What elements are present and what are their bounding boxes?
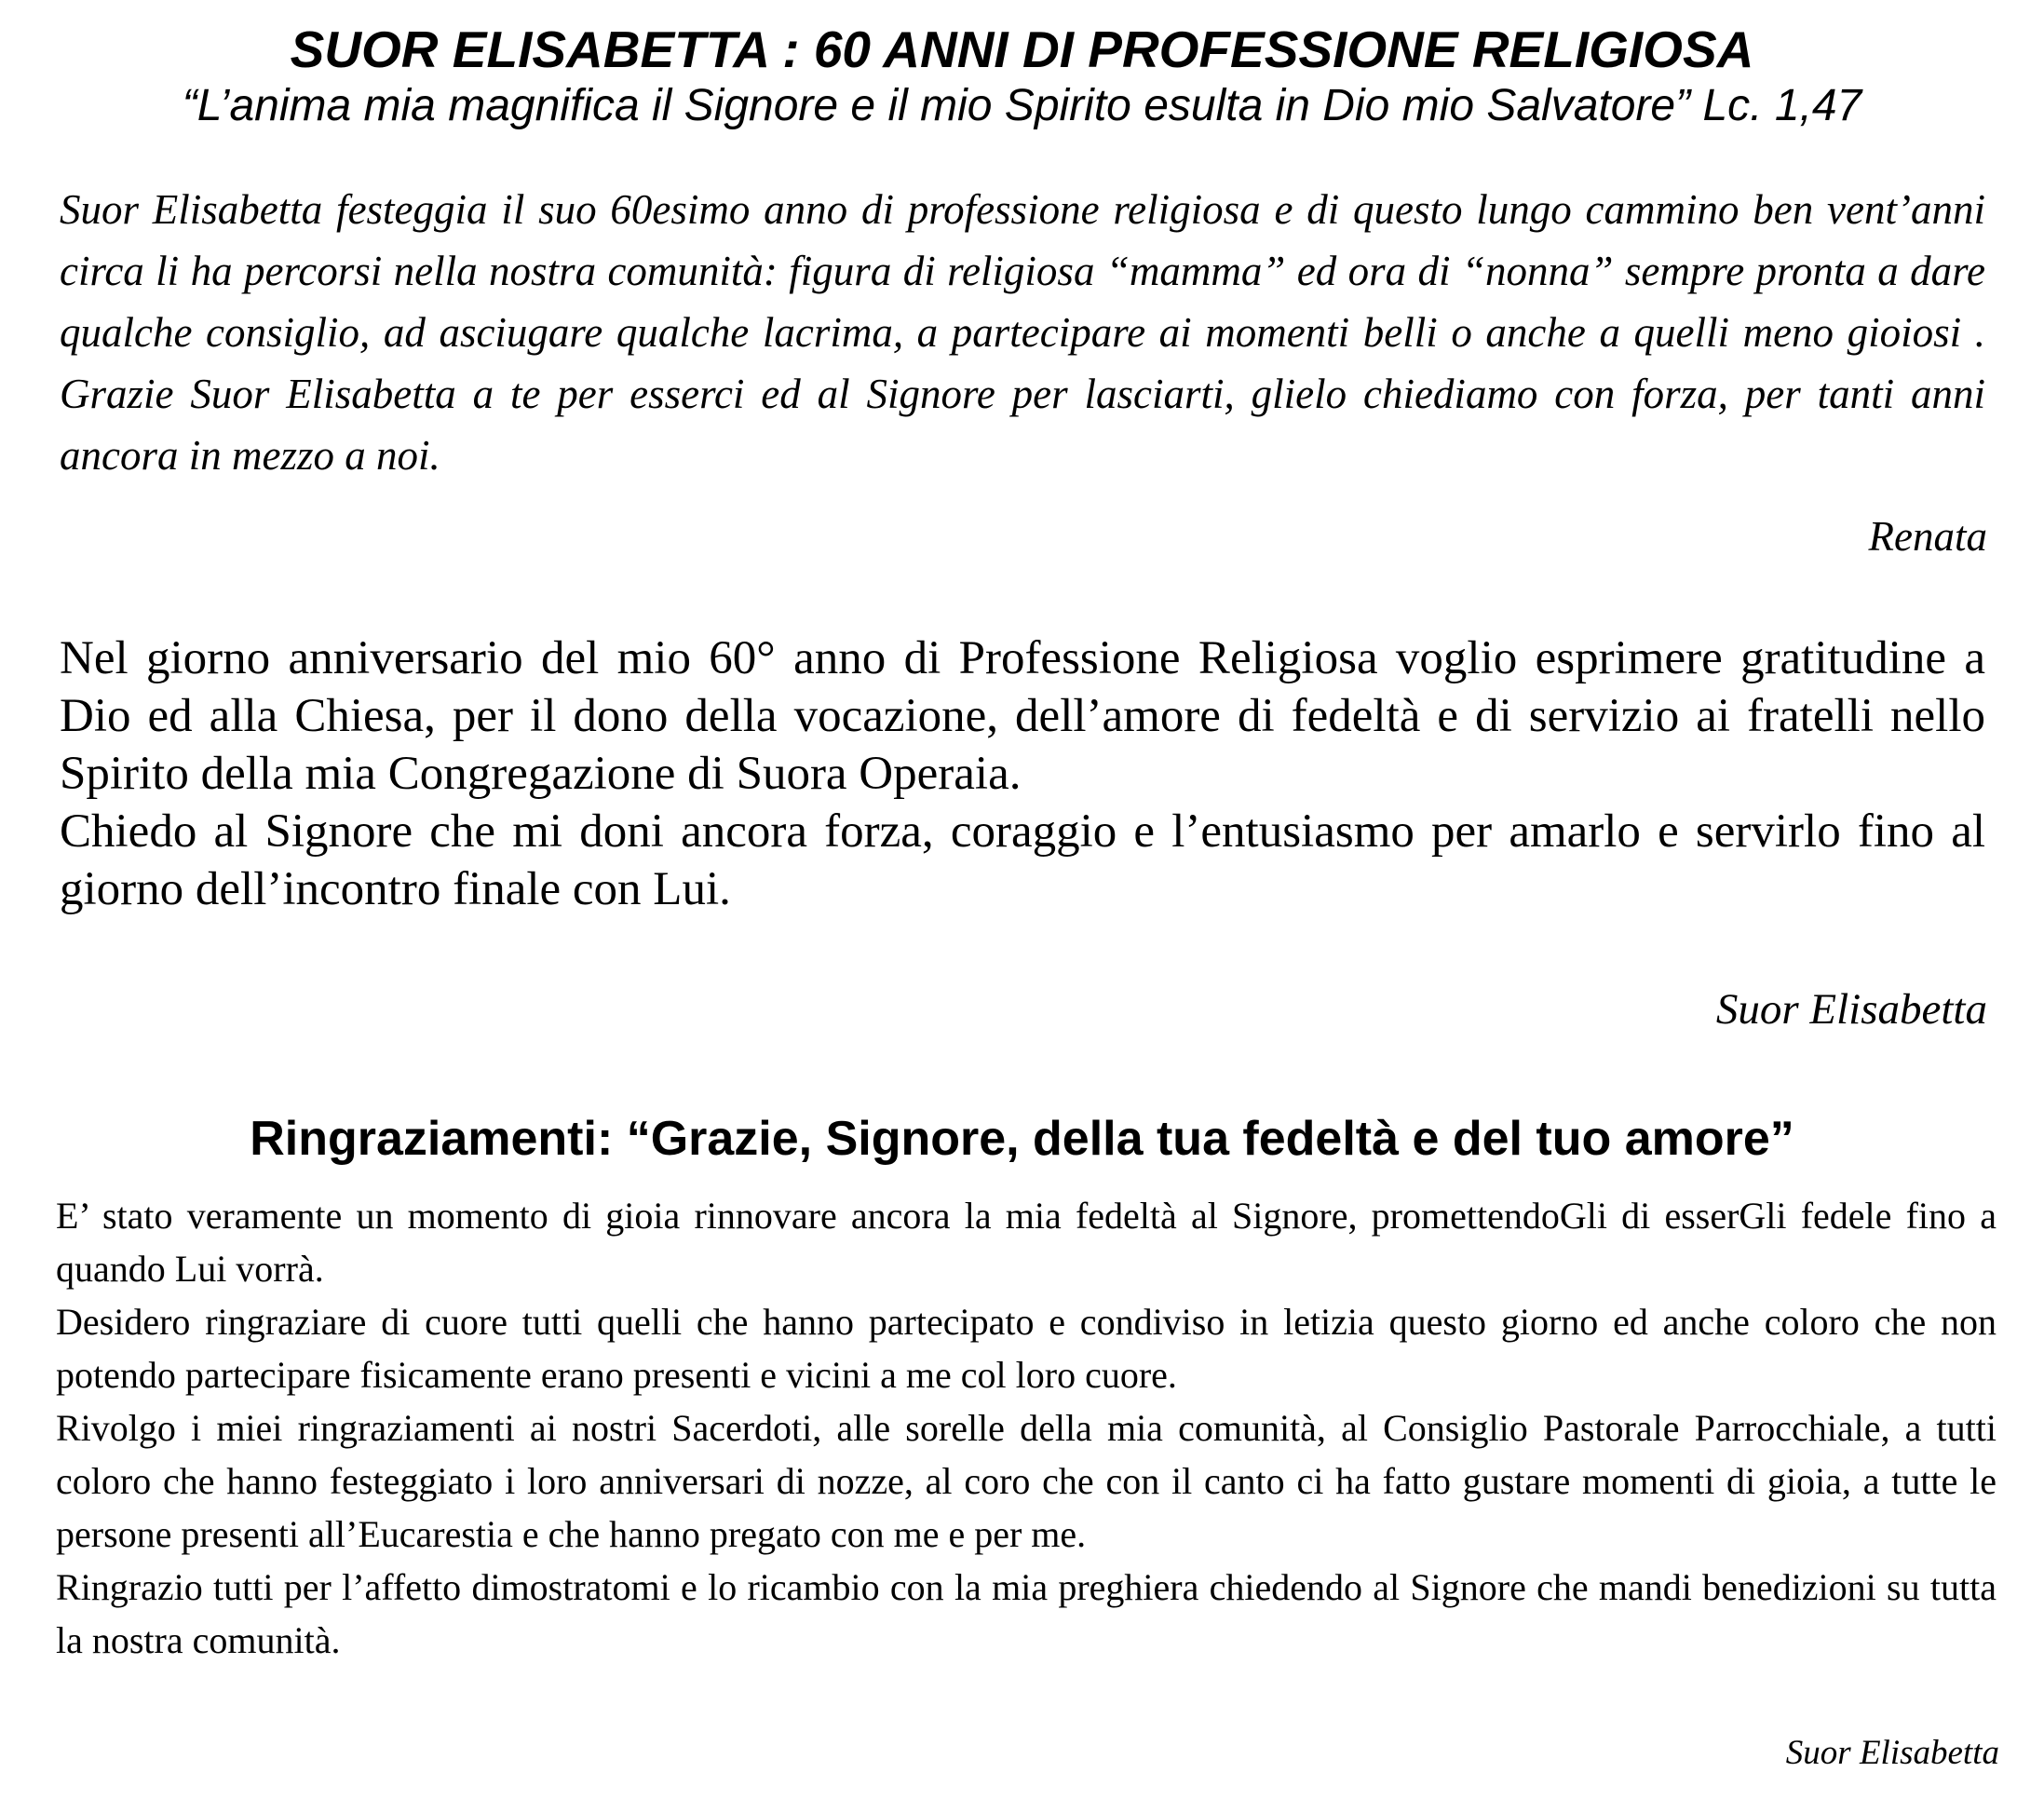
message-section (60, 629, 1985, 918)
thanks-paragraph: Ringrazio tutti per l’affetto dimostratomi e lo ricambio con la mia preghiera chiedendo al Signore che mandi benedizioni su tutta la nostra comunità. (56, 1566, 1997, 1661)
message-paragraph: Chiedo al Signore che mi doni ancora forza, coraggio e l’entusiasmo per amarlo e servirlo fino al giorno dell’incontro finale con Lui. (60, 805, 1985, 915)
thanks-paragraph: Rivolgo i miei ringraziamenti ai nostri Sacerdoti, alle sorelle della mia comunità, al Consiglio Pastorale Parrocchiale, a tutti coloro che hanno festeggiato i loro anniversari di nozze, al coro che con il canto ci ha fatto gustare momenti di gioia, a tutte le persone presenti all’Eucarestia e che hanno pregato con me e per me. (56, 1407, 1997, 1555)
page-subtitle-quote: “L’anima mia magnifica il Signore e il mio Spirito esulta in Dio mio Salvatore” Lc. 1,47 (182, 81, 1862, 130)
thanks-paragraph: Desidero ringraziare di cuore tutti quelli che hanno partecipato e condiviso in letizia questo giorno ed anche coloro che non potendo partecipare fisicamente erano presenti e vicini a me col loro cuore. (56, 1301, 1997, 1396)
message-signature: Suor Elisabetta (1715, 985, 1987, 1034)
thanks-heading: Ringraziamenti: “Grazie, Signore, della tua fedeltà e del tuo amore” (250, 1112, 1794, 1166)
page-title: SUOR ELISABETTA : 60 ANNI DI PROFESSIONE RELIGIOSA (290, 20, 1754, 78)
tribute-signature: Renata (1868, 513, 1987, 560)
tribute-paragraph: Suor Elisabetta festeggia il suo 60esimo anno di professione religiosa e di questo lungo cammino ben vent’anni circa li ha percorsi nella nostra comunità: figura di religiosa “mamma” ed ora di “nonna” sempre pronta a dare qualche consiglio, ad asciugare qualche lacrima, a partecipare ai momenti belli o anche a quelli meno gioiosi . Grazie Suor Elisabetta a te per esserci ed al Signore per lasciarti, glielo chiediamo con forza, per tanti anni ancora in mezzo a noi. (60, 186, 1985, 479)
message-paragraph: Nel giorno anniversario del mio 60° anno di Professione Religiosa voglio esprimere gratitudine a Dio ed alla Chiesa, per il dono della vocazione, dell’amore di fedeltà e di servizio ai fratelli nello Spirito della mia Congregazione di Suora Operaia. (60, 632, 1985, 800)
thanks-signature: Suor Elisabetta (1785, 1734, 1999, 1772)
thanks-section (56, 1189, 1997, 1667)
thanks-paragraph: E’ stato veramente un momento di gioia rinnovare ancora la mia fedeltà al Signore, promettendoGli di esserGli fedele fino a quando Lui vorrà. (56, 1195, 1997, 1290)
